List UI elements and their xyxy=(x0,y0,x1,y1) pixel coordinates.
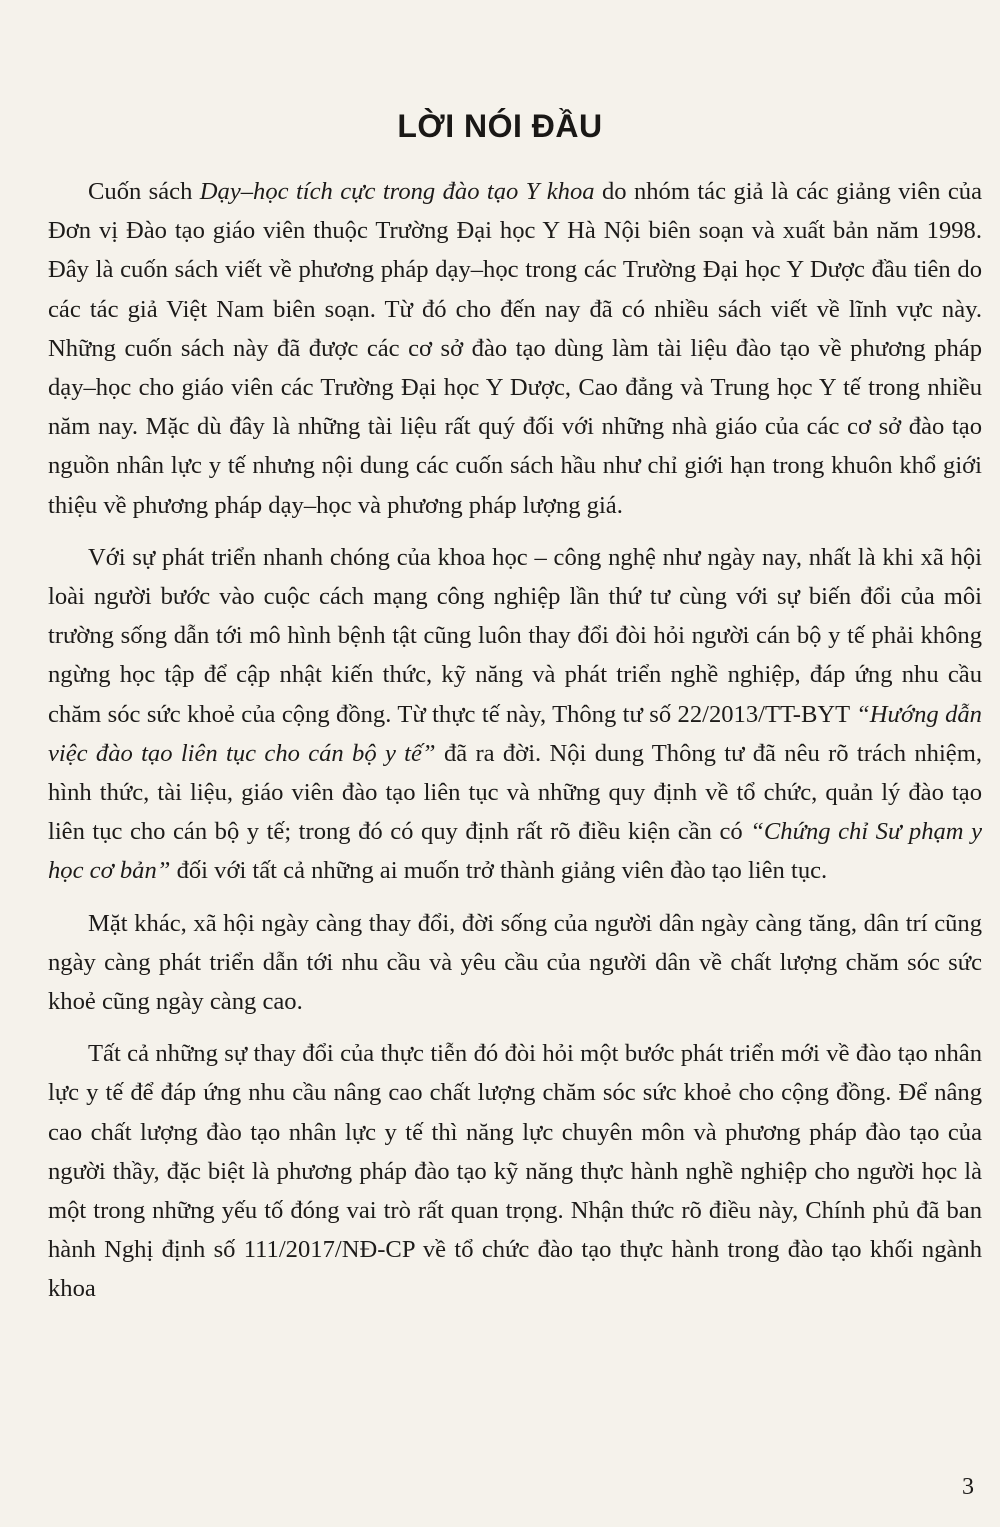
page-number: 3 xyxy=(962,1474,974,1500)
paragraph-4: Tất cả những sự thay đổi của thực tiễn đó đòi hỏi một bước phát triển mới về đào tạo nhân lực y tế để đáp ứng nhu cầu nâng cao chất lượng chăm sóc sức khoẻ cho cộng đồng. Để nâng cao chất lượng đào tạo nhân lực y tế thì năng lực chuyên môn và phương pháp đào tạo của người thầy, đặc biệt là phương pháp đào tạo kỹ năng thực hành nghề nghiệp cho người học là một trong những yếu tố đóng vai trò rất quan trọng. Nhận thức rõ điều này, Chính phủ đã ban hành Nghị định số 111/2017/NĐ-CP về tổ chức đào tạo thực hành trong đào tạo khối ngành khoa xyxy=(48,1040,982,1303)
body-text xyxy=(48,172,982,1322)
text-run: Cuốn sách xyxy=(88,178,200,205)
book-title: Dạy–học tích cực trong đào tạo Y khoa xyxy=(199,178,595,205)
text-run: Với sự phát triển nhanh chóng của khoa học – công nghệ như ngày nay, nhất là khi xã hội loài người bước vào cuộc cách mạng công nghiệp lần thứ tư cùng với sự biến đổi của môi trường sống dẫn tới mô hình bệnh tật cũng luôn thay đổi đòi hỏi người cán bộ y tế phải không ngừng học tập để cập nhật kiến thức, kỹ năng và phát triển nghề nghiệp, đáp ứng nhu cầu chăm sóc sức khoẻ của cộng đồng. Từ thực tế này, Thông tư số 22/2013/TT-BYT xyxy=(48,543,982,728)
text-run: đã ra đời. Nội dung Thông tư đã nêu rõ trách nhiệm, hình thức, tài liệu, giáo viên đào tạo liên tục và những quy định về tổ chức, quản lý đào tạo liên tục cho cán bộ y tế; trong đó có quy định rất rõ điều kiện cần có xyxy=(48,739,982,846)
paragraph-2 xyxy=(48,538,982,891)
page-title: LỜI NÓI ĐẦU xyxy=(397,108,603,144)
text-run: đối với tất cả những ai muốn trở thành giảng viên đào tạo liên tục. xyxy=(170,857,828,885)
circular-title: “Hướng dẫn việc đào tạo liên tục cho cán bộ y tế” xyxy=(48,700,982,767)
certificate-title: “Chứng chỉ Sư phạm y học cơ bản” xyxy=(48,818,982,885)
text-run: do nhóm tác giả là các giảng viên của Đơn vị Đào tạo giáo viên thuộc Trường Đại học Y Hà Nội biên soạn và xuất bản năm 1998. Đây là cuốn sách viết về phương pháp dạy–học trong các Trường Đại học Y Dược đầu tiên do các tác giả Việt Nam biên soạn. Từ đó cho đến nay đã có nhiều sách viết về lĩnh vực này. Những cuốn sách này đã được các cơ sở đào tạo dùng làm tài liệu đào tạo về phương pháp dạy–học cho giáo viên các Trường Đại học Y Dược, Cao đẳng và Trung học Y tế trong nhiều năm nay. Mặc dù đây là những tài liệu rất quý đối với những nhà giáo của các cơ sở đào tạo nguồn nhân lực y tế nhưng nội dung các cuốn sách hầu như chỉ giới hạn trong khuôn khổ giới thiệu về phương pháp dạy–học và phương pháp lượng giá. xyxy=(48,178,982,519)
paragraph-3: Mặt khác, xã hội ngày càng thay đổi, đời sống của người dân ngày càng tăng, dân trí cũng ngày càng phát triển dẫn tới nhu cầu và yêu cầu của người dân về chất lượng chăm sóc sức khoẻ cũng ngày càng cao. xyxy=(48,909,982,1016)
paragraph-1 xyxy=(48,172,982,525)
